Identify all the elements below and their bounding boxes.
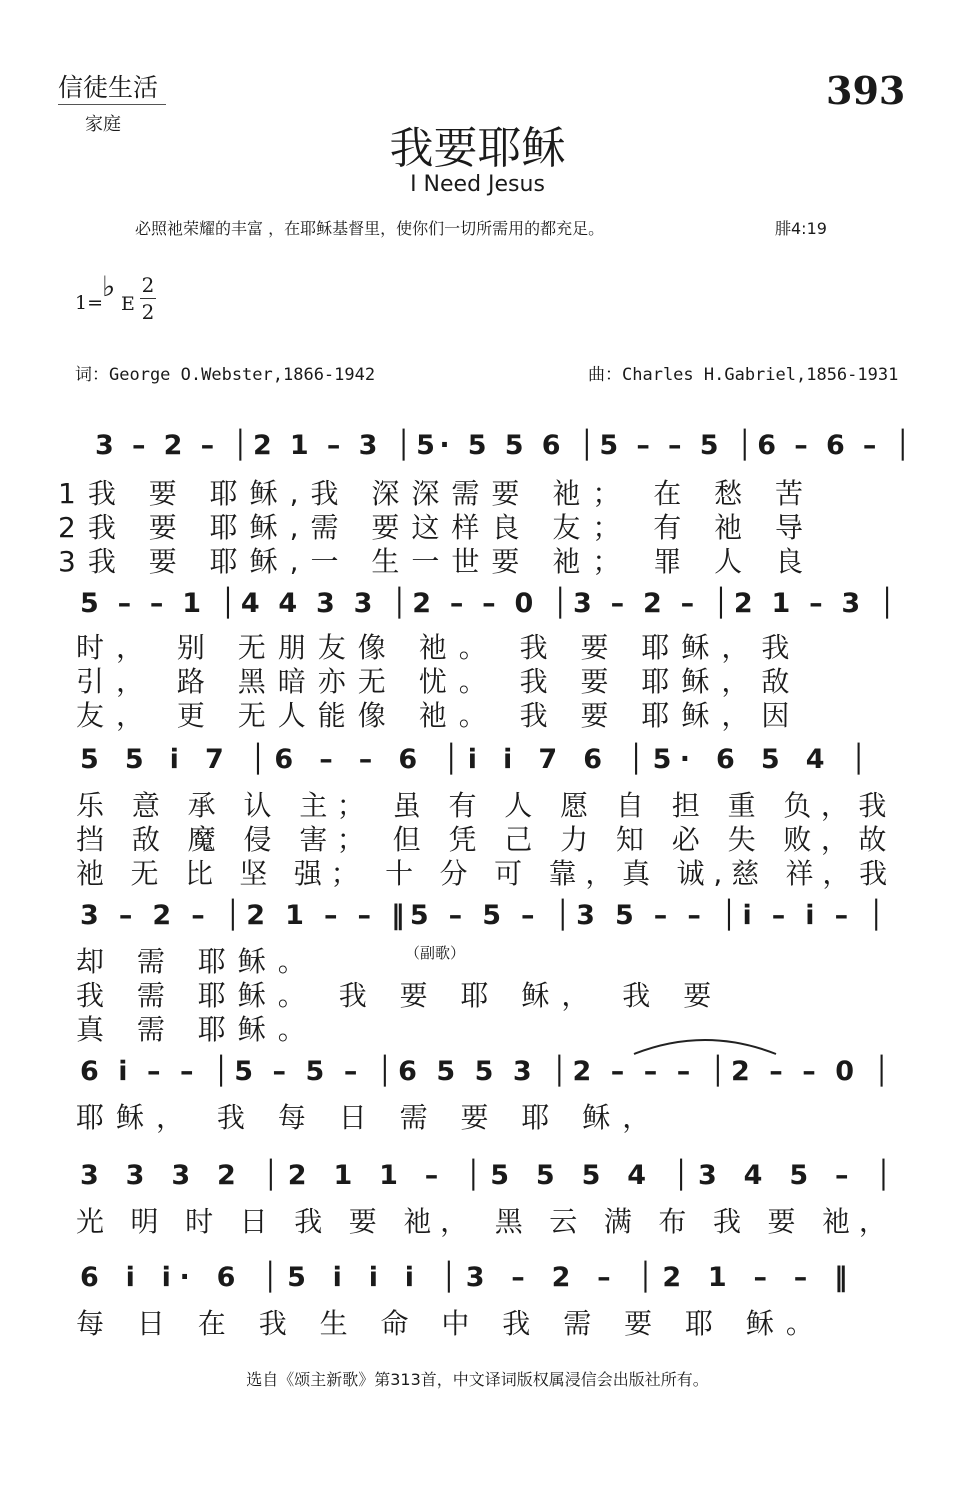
notation-line-2: 5 – – 1 │4 4 3 3 │2 – – 0 │3 – 2 – │2 1 – 3 │ xyxy=(80,588,901,619)
flat-sign-icon: ♭ xyxy=(102,270,116,303)
category-label: 信徒生活 xyxy=(58,73,159,102)
time-signature xyxy=(140,275,156,322)
notation-line-5: 6 i̇ – – │5 – 5 – │6 5 5 3 │2 – – – │2 – – 0 │ xyxy=(80,1056,895,1087)
lyric-line-4-verse-1: 却 需 耶稣。 xyxy=(76,945,318,978)
lyric-line-1-verse-1: 1我 要 耶稣,我 深深需要 祂； 在 愁 苦 xyxy=(58,477,816,510)
key-prefix: 1= xyxy=(75,292,104,314)
time-signature-line xyxy=(140,298,156,299)
title-english: I Need Jesus xyxy=(410,172,545,197)
time-signature-top: 2 xyxy=(141,273,155,297)
title-chinese: 我要耶稣 xyxy=(389,123,566,174)
lyric-line-2-verse-2: 引， 路 黑暗亦无 忧。 我 要 耶稣，敌 xyxy=(76,665,802,698)
time-signature-bottom: 2 xyxy=(141,300,155,324)
lyric-line-3-verse-3: 祂 无 比 坚 强； 十 分 可 靠，真 诚,慈 祥，我 xyxy=(76,857,896,890)
lyric-line-1-verse-3: 3我 要 耶稣,一 生一世要 祂； 罪 人 良 xyxy=(58,545,816,578)
lyric-line-1-verse-2: 2我 要 耶稣,需 要这样良 友； 有 祂 导 xyxy=(58,511,816,544)
tie-arc-icon xyxy=(630,1032,780,1056)
lyricist-credit: 词：George O.Webster,1866-1942 xyxy=(75,365,376,385)
notation-line-4: 3 – 2 – │2 1 – – ‖5 – 5 – │3 5 – – │i̇ – i̇ – │ xyxy=(80,900,890,931)
lyric-line-4-verse-3: 真 需 耶稣。 xyxy=(76,1013,318,1046)
lyric-line-2-verse-3: 友， 更 无人能像 祂。 我 要 耶稣，因 xyxy=(76,699,802,732)
lyric-line-4-verse-2: 我 需 耶稣。 我 要 耶 稣， 我 要 xyxy=(76,979,724,1012)
lyric-line-5: 耶稣， 我 每 日 需 要 耶 稣， xyxy=(76,1101,663,1134)
copyright-footer: 选自《颂主新歌》第313首，中文译词版权属浸信会出版社所有。 xyxy=(246,1370,709,1389)
notation-line-6: 3 3 3 2 │2 1 1 – │5 5 5 4 │3 4 5 – │ xyxy=(80,1160,901,1191)
scripture-reference: 腓4:19 xyxy=(775,219,827,238)
scripture-verse: 必照祂荣耀的丰富 ，在耶稣基督里，使你们一切所需用的都充足。 xyxy=(135,219,605,238)
category-divider xyxy=(58,104,166,105)
lyric-line-6: 光 明 时 日 我 要 祂， 黑 云 满 布 我 要 祂， xyxy=(76,1205,896,1238)
subcategory-label: 家庭 xyxy=(85,114,121,135)
lyric-line-3-verse-2: 挡 敌 魔 侵 害； 但 凭 己 力 知 必 失 败，故 xyxy=(76,823,896,856)
hymn-number: 393 xyxy=(826,68,906,113)
key-letter: E xyxy=(121,293,135,315)
lyric-line-7: 每 日 在 我 生 命 中 我 需 要 耶 稣。 xyxy=(76,1307,826,1340)
lyric-line-3-verse-1: 乐 意 承 认 主； 虽 有 人 愿 自 担 重 负，我 xyxy=(76,789,896,822)
notation-line-3: 5 5 i̇ 7 │6 – – 6 │i̇ i̇ 7 6 │5· 6 5 4 │ xyxy=(80,744,876,775)
composer-credit: 曲：Charles H.Gabriel,1856-1931 xyxy=(588,365,899,385)
notation-line-7: 6 i̇ i̇· 6 │5 i̇ i̇ i̇ │3 – 2 – │2 1 – – ‖ xyxy=(80,1262,857,1293)
chorus-label: （副歌） xyxy=(405,944,466,962)
lyric-line-2-verse-1: 时， 别 无朋友像 祂。 我 要 耶稣，我 xyxy=(76,631,802,664)
notation-line-1: 3 – 2 – │2 1 – 3 │5· 5 5 6 │5 – – 5 │6 – 6 – │ xyxy=(95,430,916,461)
